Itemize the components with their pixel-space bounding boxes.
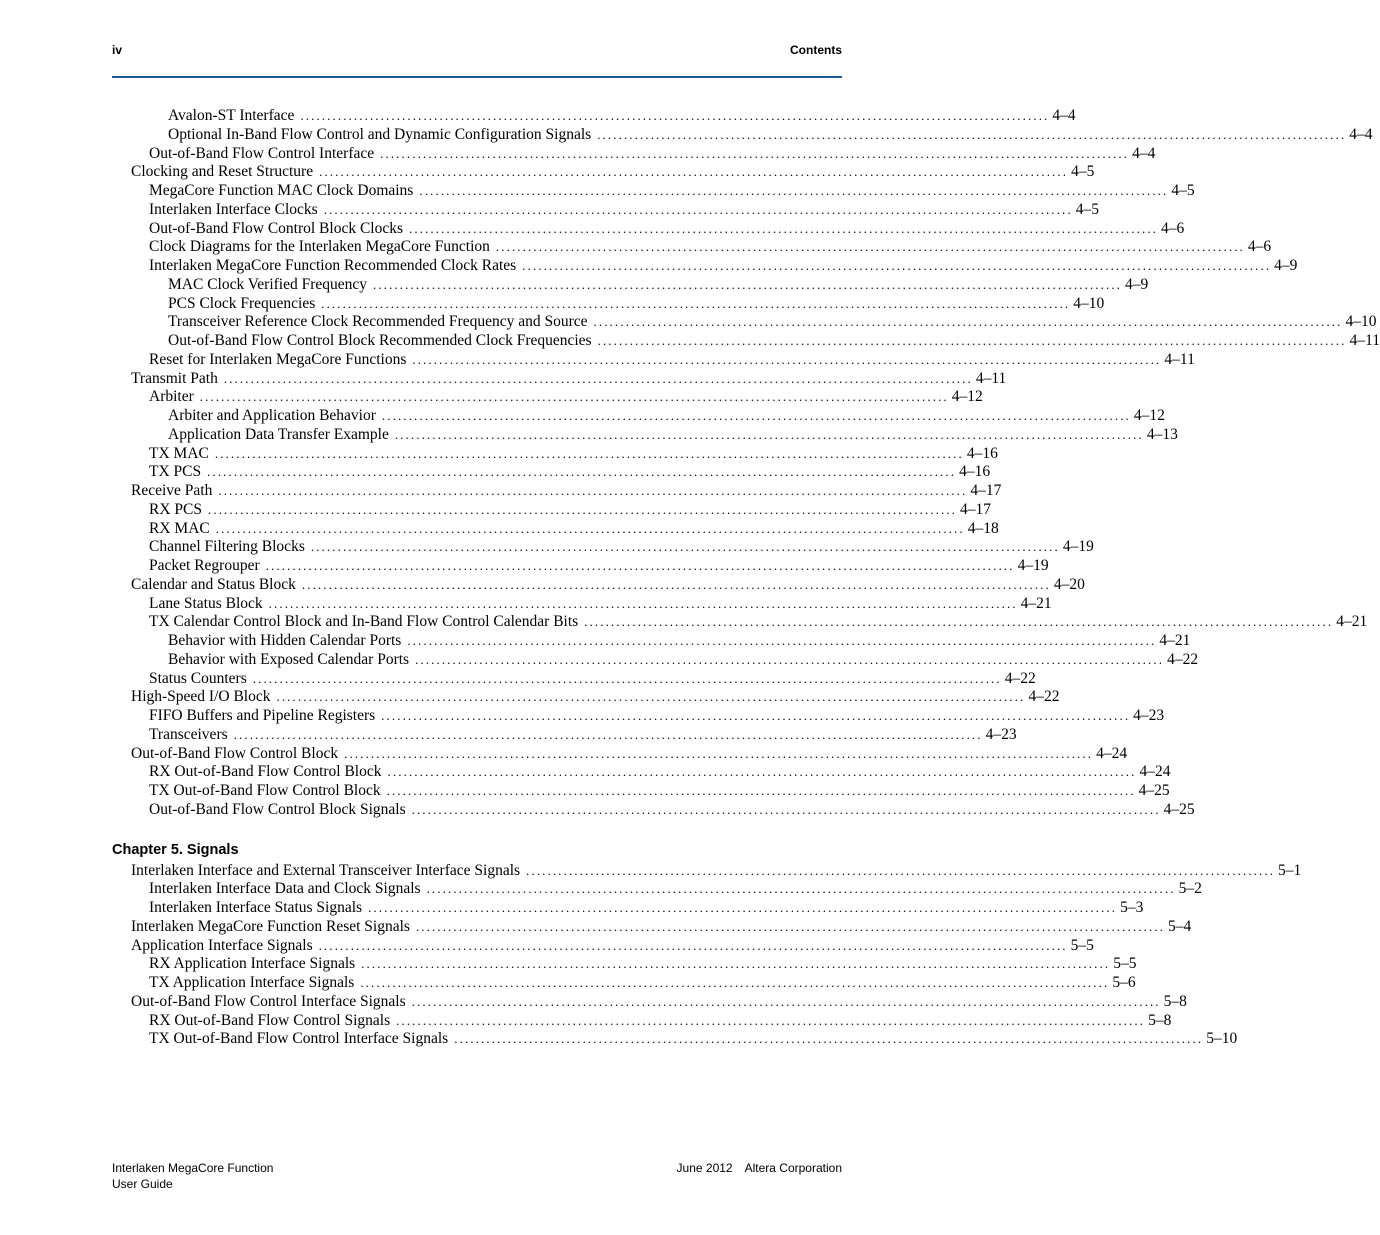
toc-entry-page: 4–13 <box>1146 425 1178 443</box>
running-header-section: Contents <box>790 43 842 57</box>
toc-entry-page: 4–9 <box>1274 257 1298 274</box>
toc-entry[interactable] <box>112 669 1036 689</box>
toc-entry-title: Application Data Transfer Example <box>168 425 389 443</box>
toc-entry-title: RX Out-of-Band Flow Control Signals <box>149 1011 391 1029</box>
toc-entry-title: Optional In-Band Flow Control and Dynamic Configuration Signals <box>168 125 592 143</box>
toc-entry-title: FIFO Buffers and Pipeline Registers <box>149 707 376 724</box>
toc-entry-page: 4–11 <box>975 369 1007 387</box>
dot-leader: ............................................................................................................................................ <box>207 464 957 480</box>
toc-entry[interactable] <box>112 463 991 482</box>
toc-entry[interactable] <box>112 538 1094 557</box>
toc-entry[interactable] <box>112 650 1199 670</box>
footer-right <box>677 1160 842 1176</box>
toc-entry[interactable] <box>112 294 1105 314</box>
toc-entry[interactable] <box>112 1011 1172 1031</box>
toc-section-chapter5 <box>112 861 1302 1050</box>
toc-entry-page: 4–11 <box>1349 332 1380 349</box>
toc-entry-page: 5–8 <box>1148 1011 1172 1029</box>
toc-entry[interactable] <box>112 880 1202 899</box>
toc-entry-page: 4–4 <box>1349 125 1373 143</box>
dot-leader: ............................................................................................................................................ <box>386 783 1136 798</box>
toc-entry[interactable] <box>112 482 1002 501</box>
toc-entry-page: 4–4 <box>1132 144 1156 162</box>
dot-leader: ............................................................................................................................................ <box>319 164 1069 180</box>
toc-entry-page: 4–11 <box>1164 350 1195 368</box>
toc-entry-title: Transceivers <box>149 725 228 743</box>
dot-leader: ............................................................................................................................................ <box>415 918 1165 934</box>
dot-leader: ............................................................................................................................................ <box>419 183 1169 198</box>
toc-entry-page: 4–24 <box>1096 744 1128 762</box>
toc-entry-page: 4–19 <box>1062 538 1094 556</box>
toc-entry-page: 5–2 <box>1178 880 1202 898</box>
toc-entry-page: 4–5 <box>1071 163 1095 181</box>
dot-leader: ............................................................................................................................................ <box>426 881 1176 897</box>
toc-section-chapter4 <box>112 107 1380 820</box>
toc-entry[interactable] <box>112 899 1144 918</box>
dot-leader: ............................................................................................................................................ <box>415 651 1165 667</box>
dot-leader: ............................................................................................................................................ <box>318 937 1068 953</box>
toc-entry-page: 4–4 <box>1052 107 1076 124</box>
dot-leader: ............................................................................................................................................ <box>310 539 1060 555</box>
toc-entry[interactable] <box>112 725 1017 745</box>
dot-leader: ............................................................................................................................................ <box>214 445 964 461</box>
toc-entry[interactable] <box>112 219 1185 239</box>
toc-entry-title: Behavior with Hidden Calendar Ports <box>168 632 402 649</box>
toc-entry-page: 5–4 <box>1167 917 1192 935</box>
toc-entry-title: Interlaken Interface Status Signals <box>149 899 363 916</box>
toc-entry-title: Channel Filtering Blocks <box>149 538 305 556</box>
toc-entry-page: 4–22 <box>1004 669 1036 687</box>
toc-entry-title: Clock Diagrams for the Interlaken MegaCore Function <box>149 238 490 256</box>
footer-company: Altera Corporation <box>744 1161 842 1175</box>
dot-leader: ............................................................................................................................................ <box>412 351 1162 367</box>
toc-entry[interactable] <box>112 782 1170 801</box>
toc-entry[interactable] <box>112 163 1095 182</box>
dot-leader: ............................................................................................................................................ <box>344 745 1094 761</box>
toc-entry-page: 4–25 <box>1138 782 1170 799</box>
toc-entry-title: Out-of-Band Flow Control Block Signals <box>149 800 406 818</box>
toc-entry[interactable] <box>112 519 999 539</box>
toc-entry-page: 4–17 <box>970 482 1002 499</box>
toc-entry-page: 4–16 <box>959 463 991 481</box>
toc-entry[interactable] <box>112 238 1272 257</box>
toc-entry[interactable] <box>112 800 1195 820</box>
toc-entry-page: 4–10 <box>1345 313 1377 331</box>
dot-leader: ............................................................................................................................................ <box>411 993 1161 1009</box>
toc-entry-page: 5–10 <box>1206 1030 1238 1048</box>
toc-entry[interactable] <box>112 688 1060 707</box>
toc-entry[interactable] <box>112 575 1085 595</box>
footer-doc-title: Interlaken MegaCore Function <box>112 1161 274 1175</box>
footer-doc-subtitle: User Guide <box>112 1177 173 1191</box>
footer-date: June 2012 <box>676 1161 733 1175</box>
table-of-contents <box>112 107 1380 1049</box>
toc-entry-page: 4–21 <box>1159 632 1191 649</box>
toc-entry-title: Calendar and Status Block <box>131 575 296 593</box>
toc-entry-title: Lane Status Block <box>149 594 263 612</box>
toc-entry[interactable] <box>112 200 1099 220</box>
dot-leader: ............................................................................................................................................ <box>597 126 1347 142</box>
toc-entry[interactable] <box>112 613 1368 632</box>
toc-entry[interactable] <box>112 557 1049 576</box>
toc-entry-title: Clocking and Reset Structure <box>131 163 314 181</box>
toc-entry-page: 4–16 <box>966 444 998 462</box>
dot-leader: ............................................................................................................................................ <box>268 595 1018 611</box>
dot-leader: ............................................................................................................................................ <box>396 1012 1146 1028</box>
dot-leader: ............................................................................................................................................ <box>394 426 1144 442</box>
toc-entry[interactable] <box>112 332 1380 351</box>
toc-entry-page: 4–21 <box>1020 594 1052 612</box>
dot-leader: ............................................................................................................................................ <box>495 239 1245 255</box>
dot-leader: ............................................................................................................................................ <box>199 389 949 405</box>
toc-entry-title: Status Counters <box>149 669 247 687</box>
toc-entry-page: 4–24 <box>1139 763 1171 781</box>
toc-entry[interactable] <box>112 257 1298 276</box>
dot-leader: ............................................................................................................................................ <box>368 900 1118 915</box>
dot-leader: ............................................................................................................................................ <box>597 333 1347 348</box>
dot-leader: ............................................................................................................................................ <box>361 956 1111 972</box>
page-number: iv <box>112 43 123 57</box>
toc-entry[interactable] <box>112 974 1136 993</box>
toc-entry-title: TX Calendar Control Block and In-Band Flow Control Calendar Bits <box>149 613 579 631</box>
toc-entry-page: 5–3 <box>1120 899 1144 916</box>
header-rule <box>112 76 842 78</box>
toc-entry-title: Out-of-Band Flow Control Interface <box>149 144 375 162</box>
toc-entry-page: 4–5 <box>1075 200 1099 218</box>
toc-entry-title: RX MAC <box>149 519 210 537</box>
toc-entry-title: Interlaken Interface Data and Clock Signals <box>149 880 421 898</box>
toc-entry-page: 4–17 <box>960 500 991 518</box>
toc-entry-title: Interlaken MegaCore Function Reset Signals <box>131 917 410 935</box>
dot-leader: ............................................................................................................................................ <box>321 295 1071 311</box>
toc-entry[interactable] <box>112 350 1195 370</box>
toc-entry[interactable] <box>112 388 983 407</box>
dot-leader: ............................................................................................................................................ <box>233 726 983 742</box>
toc-entry[interactable] <box>112 369 1007 389</box>
toc-entry[interactable] <box>112 444 998 464</box>
dot-leader: ............................................................................................................................................ <box>301 576 1051 592</box>
toc-entry-page: 5–8 <box>1163 992 1187 1010</box>
toc-entry-title: Out-of-Band Flow Control Block Clocks <box>149 219 404 237</box>
toc-entry-title: TX Out-of-Band Flow Control Interface Signals <box>149 1030 449 1048</box>
dot-leader: ............................................................................................................................................ <box>593 314 1343 330</box>
toc-entry-page: 4–12 <box>1133 407 1165 424</box>
toc-entry-title: Out-of-Band Flow Control Block Recommended Clock Frequencies <box>168 332 592 349</box>
toc-entry-page: 4–18 <box>967 519 999 537</box>
dot-leader: ............................................................................................................................................ <box>381 408 1131 423</box>
toc-entry-title: TX Out-of-Band Flow Control Block <box>149 782 381 799</box>
toc-entry-title: TX Application Interface Signals <box>149 974 355 991</box>
toc-entry[interactable] <box>112 955 1137 974</box>
toc-entry-page: 5–6 <box>1112 974 1136 991</box>
toc-entry-title: Application Interface Signals <box>131 936 313 954</box>
dot-leader: ............................................................................................................................................ <box>252 670 1002 686</box>
dot-leader: ............................................................................................................................................ <box>409 220 1159 236</box>
toc-entry-page: 4–22 <box>1167 650 1199 668</box>
toc-entry-page: 5–5 <box>1070 936 1094 954</box>
dot-leader: ............................................................................................................................................ <box>522 258 1272 273</box>
dot-leader: ............................................................................................................................................ <box>215 520 965 536</box>
toc-entry-page: 4–23 <box>985 725 1017 743</box>
toc-entry-page: 4–5 <box>1171 182 1195 199</box>
toc-entry-page: 4–9 <box>1125 275 1149 293</box>
toc-entry[interactable] <box>112 107 1076 126</box>
toc-entry-title: PCS Clock Frequencies <box>168 294 316 312</box>
toc-entry[interactable] <box>112 594 1052 614</box>
toc-entry[interactable] <box>112 407 1165 426</box>
toc-entry-title: High-Speed I/O Block <box>131 688 271 706</box>
toc-entry-page: 4–10 <box>1073 294 1105 312</box>
toc-entry[interactable] <box>112 707 1165 726</box>
toc-entry[interactable] <box>112 936 1094 956</box>
toc-entry-title: Interlaken MegaCore Function Recommended Clock Rates <box>149 257 517 274</box>
dot-leader: ............................................................................................................................................ <box>218 483 968 498</box>
toc-entry-page: 4–25 <box>1163 800 1195 818</box>
toc-entry[interactable] <box>112 313 1377 332</box>
toc-entry-page: 4–12 <box>951 388 983 406</box>
toc-entry[interactable] <box>112 125 1373 145</box>
toc-entry-title: MAC Clock Verified Frequency <box>168 275 368 293</box>
toc-entry-title: RX Out-of-Band Flow Control Block <box>149 763 382 781</box>
toc-entry-title: Interlaken Interface and External Transceiver Interface Signals <box>131 861 521 879</box>
toc-entry[interactable] <box>112 182 1195 201</box>
dot-leader: ............................................................................................................................................ <box>387 764 1137 780</box>
toc-entry-title: Arbiter <box>149 388 194 406</box>
dot-leader: ............................................................................................................................................ <box>373 276 1123 292</box>
dot-leader: ............................................................................................................................................ <box>323 201 1073 217</box>
toc-entry[interactable] <box>112 275 1149 295</box>
toc-entry[interactable] <box>112 500 991 520</box>
toc-entry[interactable] <box>112 1030 1238 1049</box>
toc-entry-title: Reset for Interlaken MegaCore Functions <box>149 350 407 368</box>
toc-entry[interactable] <box>112 992 1187 1012</box>
dot-leader: ............................................................................................................................................ <box>208 501 957 517</box>
toc-entry-title: Out-of-Band Flow Control Interface Signals <box>131 992 406 1010</box>
toc-entry-title: Interlaken Interface Clocks <box>149 200 318 218</box>
dot-leader: ............................................................................................................................................ <box>300 108 1050 123</box>
toc-entry-title: Transmit Path <box>131 369 218 387</box>
toc-entry-title: Out-of-Band Flow Control Block <box>131 744 339 762</box>
dot-leader: ............................................................................................................................................ <box>454 1031 1204 1047</box>
toc-entry-title: Packet Regrouper <box>149 557 260 574</box>
toc-entry[interactable] <box>112 632 1191 651</box>
toc-entry[interactable] <box>112 763 1171 782</box>
toc-entry-page: 4–21 <box>1336 613 1368 631</box>
toc-entry[interactable] <box>112 425 1178 445</box>
toc-entry-title: Behavior with Exposed Calendar Ports <box>168 650 410 668</box>
dot-leader: ............................................................................................................................................ <box>411 801 1161 817</box>
toc-entry[interactable] <box>112 744 1128 764</box>
toc-entry-title: TX PCS <box>149 463 202 481</box>
toc-entry-page: 4–6 <box>1161 219 1185 237</box>
toc-entry-title: Receive Path <box>131 482 213 499</box>
dot-leader: ............................................................................................................................................ <box>276 689 1026 705</box>
dot-leader: ............................................................................................................................................ <box>265 558 1015 573</box>
dot-leader: ............................................................................................................................................ <box>381 708 1131 723</box>
toc-entry-page: 4–23 <box>1133 707 1165 724</box>
toc-entry-page: 5–1 <box>1278 861 1302 879</box>
toc-entry-title: Transceiver Reference Clock Recommended Frequency and Source <box>168 313 588 331</box>
toc-entry-title: RX Application Interface Signals <box>149 955 356 973</box>
dot-leader: ............................................................................................................................................ <box>407 633 1157 648</box>
chapter-5-heading: Chapter 5. Signals <box>112 841 239 858</box>
toc-entry-title: Arbiter and Application Behavior <box>168 407 376 424</box>
dot-leader: ............................................................................................................................................ <box>360 975 1110 990</box>
toc-entry[interactable] <box>112 917 1192 937</box>
toc-entry-page: 4–19 <box>1017 557 1049 574</box>
toc-entry-page: 4–6 <box>1247 238 1272 256</box>
toc-entry[interactable] <box>112 861 1302 881</box>
toc-entry-page: 4–20 <box>1053 575 1085 593</box>
dot-leader: ............................................................................................................................................ <box>584 614 1334 630</box>
toc-entry-title: TX MAC <box>149 444 209 462</box>
toc-entry-title: Avalon-ST Interface <box>168 107 295 124</box>
dot-leader: ............................................................................................................................................ <box>526 862 1276 878</box>
toc-entry-title: RX PCS <box>149 500 202 518</box>
dot-leader: ............................................................................................................................................ <box>223 370 973 386</box>
toc-entry-page: 4–22 <box>1028 688 1060 706</box>
footer-left <box>112 1160 273 1192</box>
toc-entry-title: MegaCore Function MAC Clock Domains <box>149 182 414 199</box>
toc-entry[interactable] <box>112 144 1156 164</box>
dot-leader: ............................................................................................................................................ <box>380 145 1130 161</box>
toc-entry-page: 5–5 <box>1113 955 1137 973</box>
